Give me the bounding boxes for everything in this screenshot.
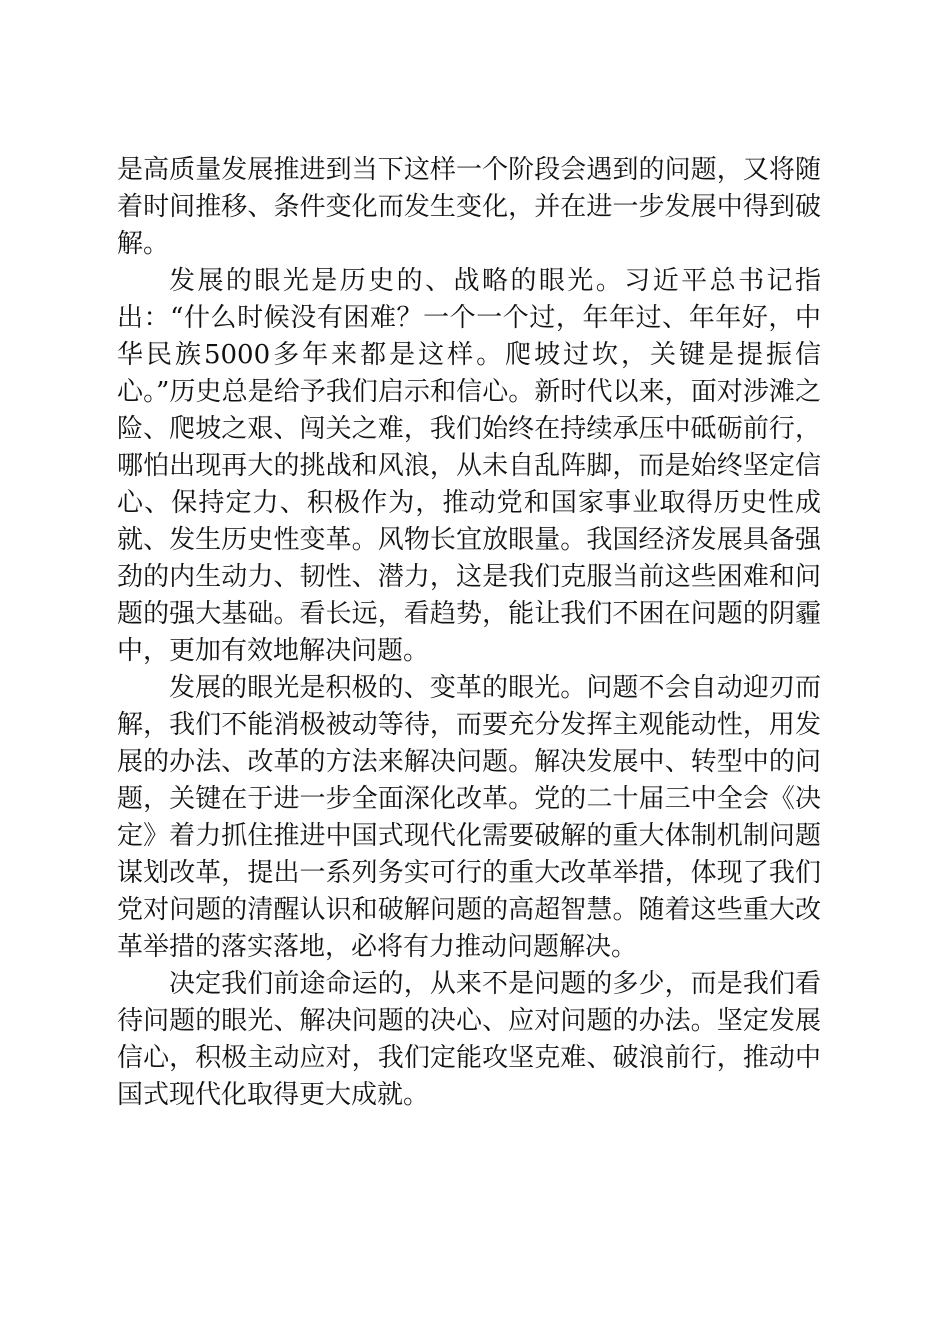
- document-body: [117, 152, 821, 1114]
- paragraph-continuation: 是高质量发展推进到当下这样一个阶段会遇到的问题，又将随着时间推移、条件变化而发生变化，并在进一步发展中得到破解。: [117, 155, 821, 259]
- paragraph-reform-view: 发展的眼光是积极的、变革的眼光。问题不会自动迎刃而解，我们不能消极被动等待，而要充分发挥主观能动性，用发展的办法、改革的方法来解决问题。解决发展中、转型中的问题，关键在于进一步全面深化改革。党的二十届三中全会《决定》着力抓住推进中国式现代化需要破解的重大体制机制问题谋划改革，提出一系列务实可行的重大改革举措，体现了我们党对问题的清醒认识和破解问题的高超智慧。随着这些重大改革举措的落实落地，必将有力推动问题解决。: [117, 673, 821, 962]
- paragraph-historical-view: 发展的眼光是历史的、战略的眼光。习近平总书记指出：“什么时候没有困难？一个一个过，年年过、年年好，中华民族5000多年来都是这样。爬坡过坎，关键是提振信心。”历史总是给予我们启示和信心。新时代以来，面对涉滩之险、爬坡之艰、闯关之难，我们始终在持续承压中砥砺前行，哪怕出现再大的挑战和风浪，从未自乱阵脚，而是始终坚定信心、保持定力、积极作为，推动党和国家事业取得历史性成就、发生历史性变革。风物长宜放眼量。我国经济发展具备强劲的内生动力、韧性、潜力，这是我们克服当前这些困难和问题的强大基础。看长远，看趋势，能让我们不困在问题的阴霾中，更加有效地解决问题。: [117, 266, 821, 666]
- paragraph-conclusion: 决定我们前途命运的，从来不是问题的多少，而是我们看待问题的眼光、解决问题的决心、应对问题的办法。坚定发展信心，积极主动应对，我们定能攻坚克难、破浪前行，推动中国式现代化取得更大成就。: [117, 969, 821, 1110]
